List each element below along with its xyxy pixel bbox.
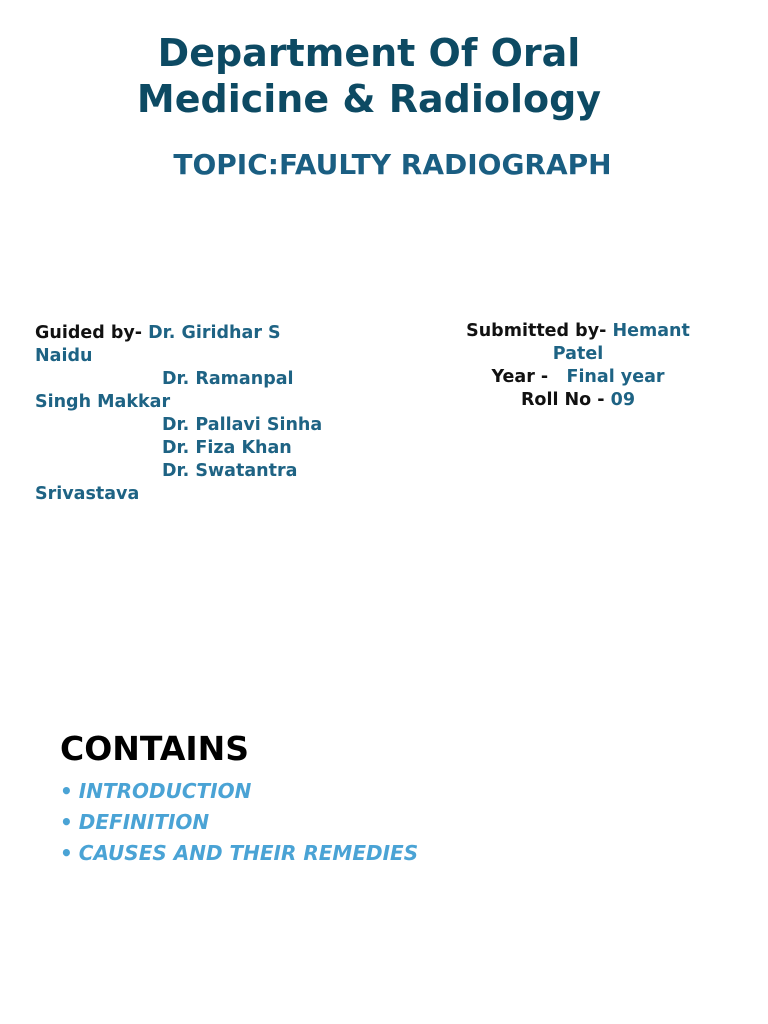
bullet-icon: •: [60, 841, 73, 865]
title-line-2: Medicine & Radiology: [136, 77, 602, 121]
submitted-by-label: Submitted by-: [466, 321, 607, 341]
guide-name-4: Dr. Fiza Khan: [162, 438, 292, 458]
contents-item-definition: DEFINITION: [78, 810, 210, 834]
list-item: [60, 807, 418, 838]
list-item: [60, 838, 418, 869]
guided-by-block: [35, 322, 345, 506]
student-name-a: Hemant: [612, 321, 690, 341]
guide-line-1: [35, 322, 345, 345]
guide-name-2a: Dr. Ramanpal: [162, 369, 294, 389]
contains-heading: CONTAINS: [60, 729, 250, 768]
year-line: [448, 366, 708, 389]
guide-name-5a: Dr. Swatantra: [162, 461, 298, 481]
year-value: Final year: [566, 367, 665, 387]
list-item: [60, 776, 418, 807]
department-title: [0, 30, 738, 122]
roll-value: 09: [610, 390, 636, 410]
guide-name-5b: Srivastava: [35, 484, 140, 504]
student-name-b: Patel: [552, 344, 604, 364]
submitted-by-block: [448, 320, 708, 412]
guided-by-label: Guided by-: [35, 323, 143, 343]
topic-heading: TOPIC:FAULTY RADIOGRAPH: [173, 148, 612, 181]
submitted-line-1: [448, 320, 708, 343]
bullet-icon: •: [60, 810, 73, 834]
roll-line: [448, 389, 708, 412]
title-line-1: Department Of Oral: [157, 31, 581, 75]
contents-item-introduction: INTRODUCTION: [78, 779, 252, 803]
year-label: Year -: [491, 367, 549, 387]
guide-name-3: Dr. Pallavi Sinha: [162, 415, 323, 435]
guide-name-1b: Naidu: [35, 346, 93, 366]
guide-name-2b: Singh Makkar: [35, 392, 171, 412]
contents-item-causes: CAUSES AND THEIR REMEDIES: [78, 841, 419, 865]
contents-list: [60, 776, 418, 869]
roll-label: Roll No -: [520, 390, 605, 410]
bullet-icon: •: [60, 779, 73, 803]
guide-name-1a: Dr. Giridhar S: [148, 323, 281, 343]
